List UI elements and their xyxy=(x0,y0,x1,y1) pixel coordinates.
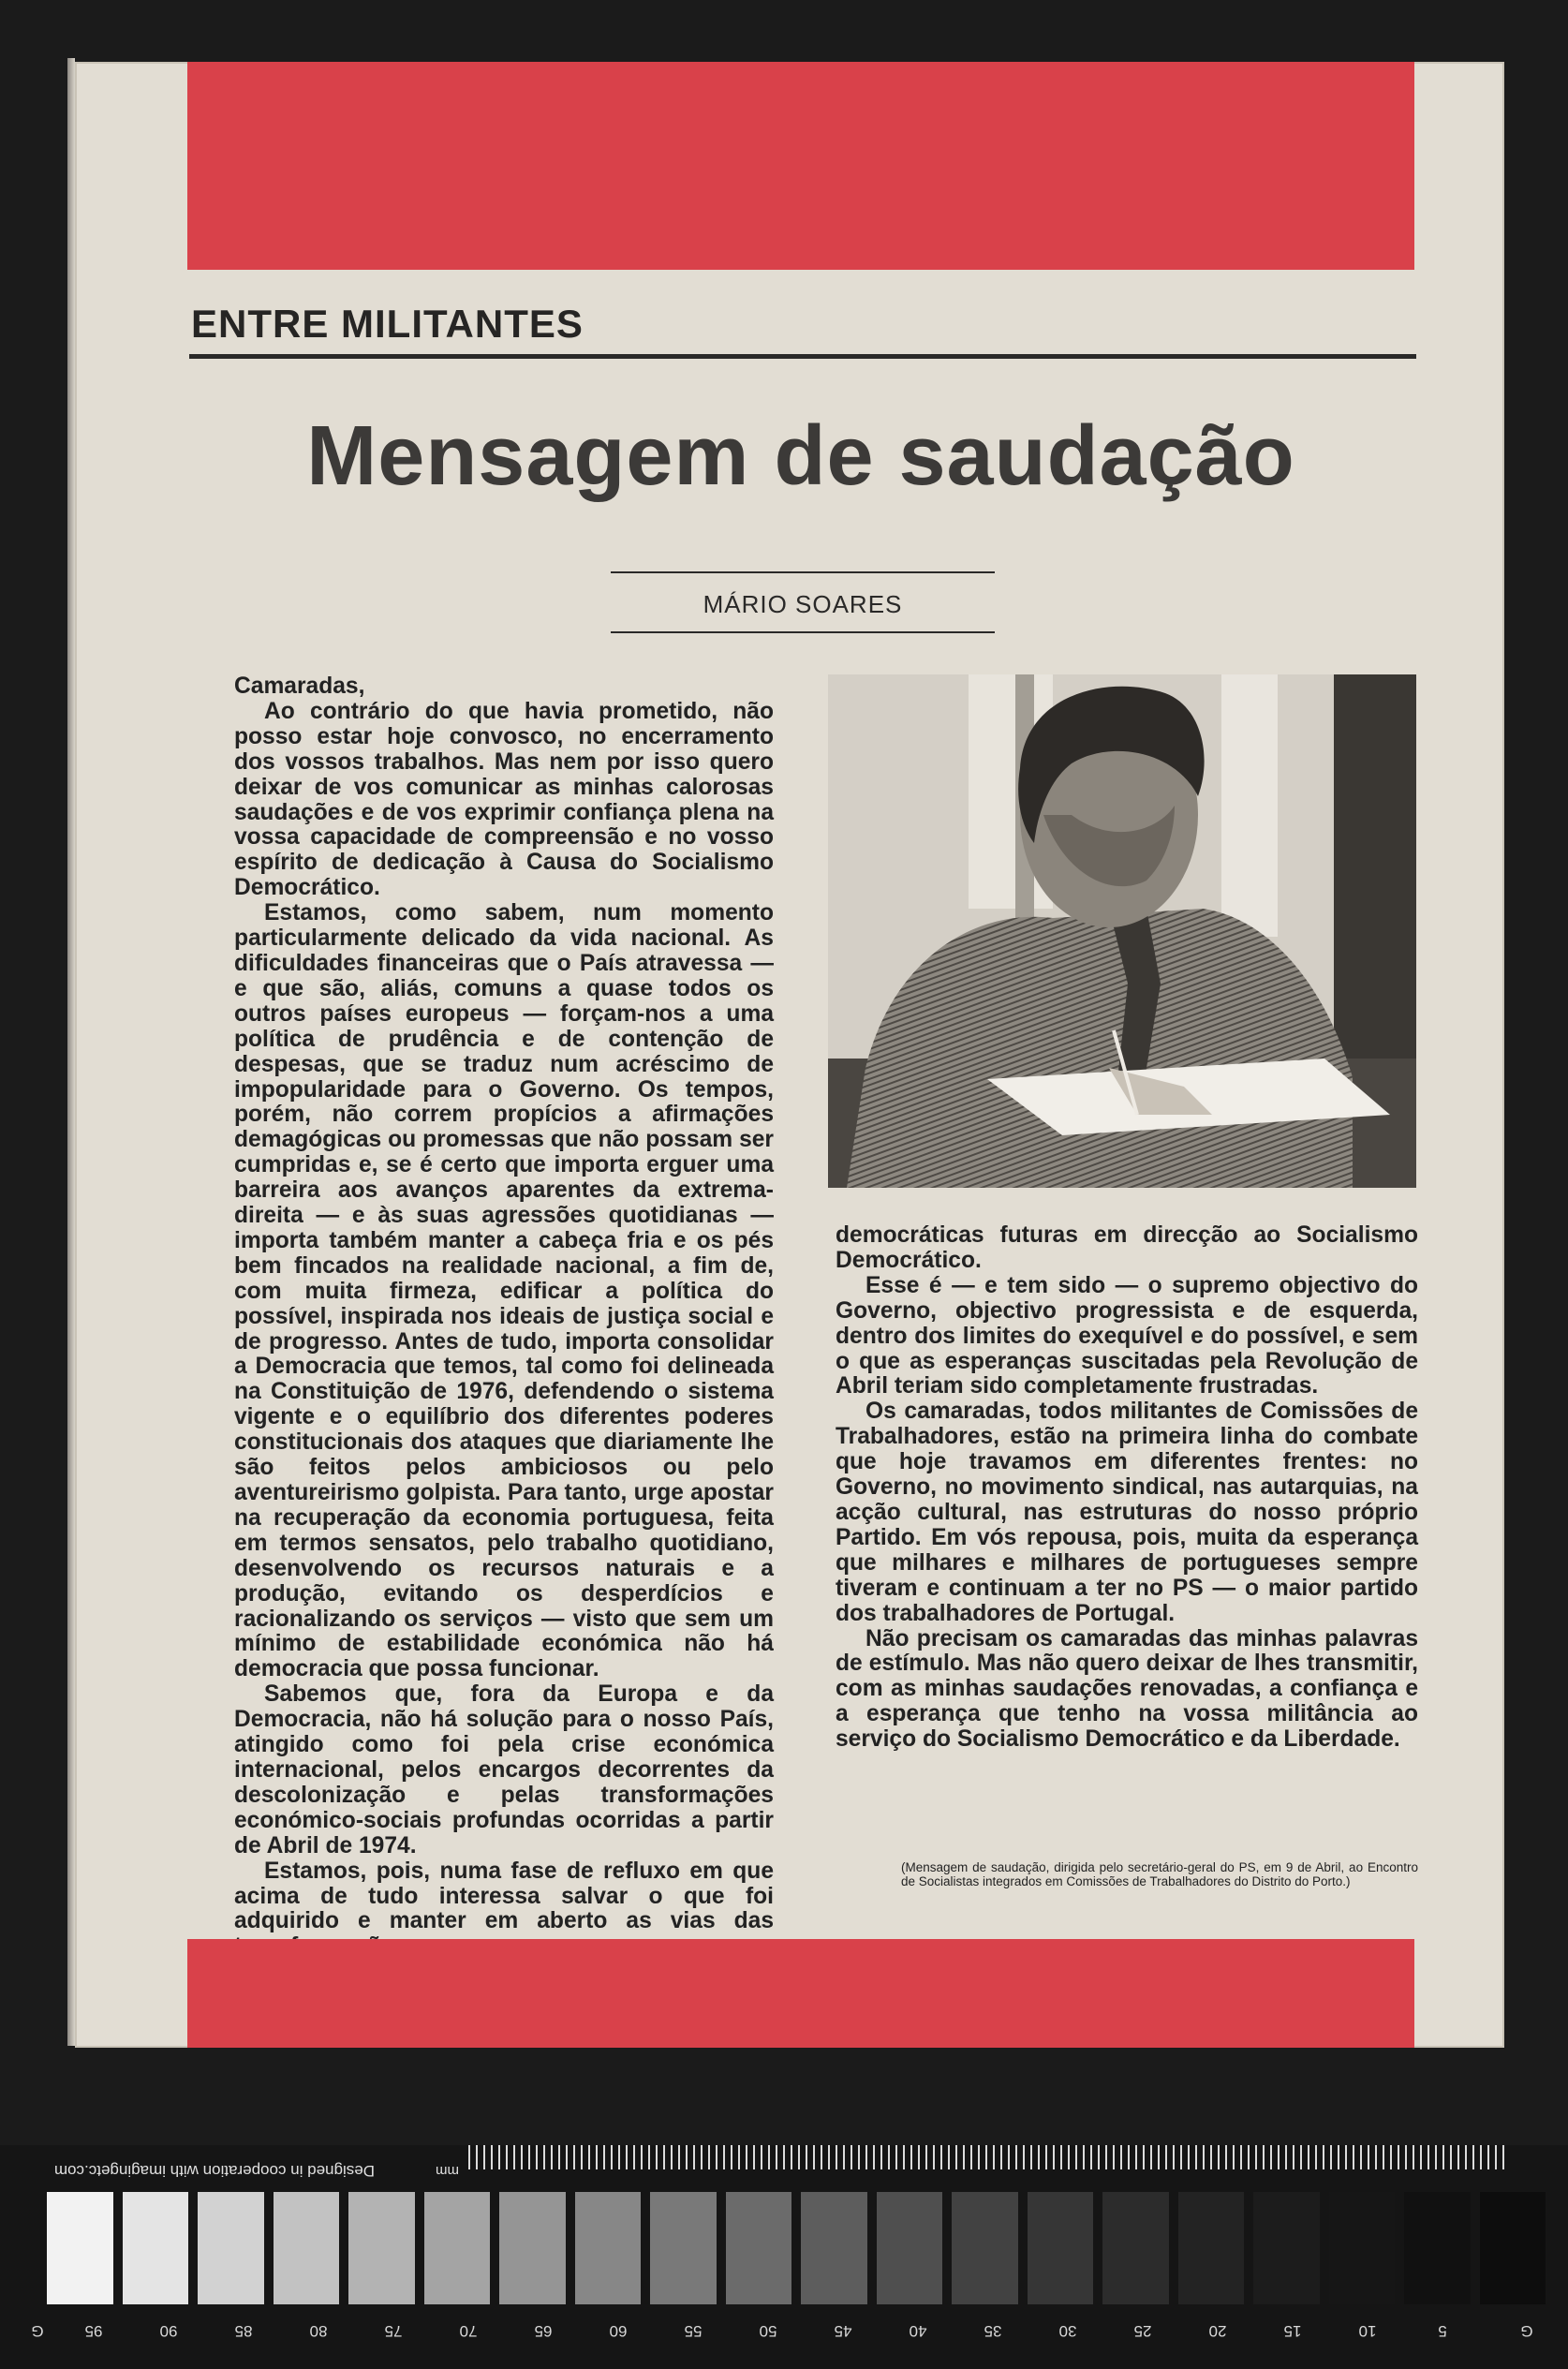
gray-swatch xyxy=(1028,2192,1094,2304)
ruler-unit: mm xyxy=(436,2163,459,2179)
gray-swatch xyxy=(198,2192,264,2304)
gray-swatch xyxy=(1480,2192,1546,2304)
scale-labels xyxy=(0,2321,1568,2351)
gray-swatch xyxy=(123,2192,189,2304)
scale-label: 80 xyxy=(309,2322,328,2340)
article-column-right xyxy=(836,1223,1418,1753)
scale-label: 90 xyxy=(159,2322,178,2340)
author-rule-bottom xyxy=(611,631,995,633)
scale-label: 20 xyxy=(1208,2322,1227,2340)
gray-swatch xyxy=(348,2192,415,2304)
paragraph: Os camaradas, todos militantes de Comissões de Trabalhadores, estão na primeira linha do combate que hoje travamos em diferentes frentes: no Governo, no movimento sindical, nas autarquias, na acção cultural, nas estruturas do nosso próprio Partido. Em vós repousa, pois, muita da esperança que milhares e milhares de portugueses sempre tiveram e continuam a ter no PS — o maior partido dos trabalhadores de Portugal. xyxy=(836,1399,1418,1626)
paragraph: Ao contrário do que havia prometido, não posso estar hoje convosco, no encerramento dos vossos trabalhos. Mas nem por isso quero deixar de vos comunicar as minhas calorosas saudações e de vos exprimir confiança plena na vossa capacidade de compreensão e no vosso espírito de dedicação à Causa do Socialismo Democrático. xyxy=(234,698,774,901)
mm-ruler xyxy=(468,2145,1508,2169)
paragraph: Estamos, pois, numa fase de refluxo em que acima de tudo interessa salvar o que foi adquirido e manter em aberto as vias das xyxy=(234,1858,774,1934)
gray-swatch xyxy=(650,2192,717,2304)
paragraph: Esse é — e tem sido — o supremo objectivo do Governo, objectivo progressista e de esquerda, dentro dos limites do exequível e do possível, e sem o que as esperanças suscitadas pela Revolução de Abril teriam sido completamente frustradas. xyxy=(836,1272,1418,1399)
section-rule xyxy=(189,354,1416,359)
scale-label: 35 xyxy=(984,2322,1002,2340)
scale-label: 30 xyxy=(1058,2322,1077,2340)
scale-label: 40 xyxy=(909,2322,927,2340)
scale-label: 70 xyxy=(459,2322,478,2340)
author-photo xyxy=(828,674,1416,1188)
page-edge xyxy=(67,58,75,2046)
scale-label: 5 xyxy=(1438,2322,1447,2340)
scale-label: 15 xyxy=(1283,2322,1302,2340)
gray-swatch xyxy=(726,2192,792,2304)
section-label: ENTRE MILITANTES xyxy=(191,302,584,346)
bottom-color-band xyxy=(187,1939,1414,2048)
scale-label: 55 xyxy=(684,2322,703,2340)
gray-swatch xyxy=(499,2192,566,2304)
scale-label: 50 xyxy=(759,2322,777,2340)
gray-swatch xyxy=(1404,2192,1471,2304)
scale-label: 85 xyxy=(234,2322,253,2340)
salutation: Camaradas, xyxy=(234,674,365,699)
gray-swatch xyxy=(47,2192,113,2304)
scale-label: G xyxy=(1520,2322,1533,2340)
headline: Mensagem de saudação xyxy=(306,409,1295,503)
scale-label: 60 xyxy=(609,2322,628,2340)
scale-label: 65 xyxy=(534,2322,553,2340)
scale-label: 10 xyxy=(1358,2322,1377,2340)
author-photo-drawing xyxy=(828,674,1416,1188)
paragraph-continued: democráticas futuras em direcção ao Socialismo Democrático. xyxy=(836,1222,1418,1273)
paragraph: Não precisam os camaradas das minhas palavras de estímulo. Mas não quero deixar de lhes transmitir, com as minhas saudações renovadas, a confiança e a esperança que tenho na vossa militância ao serviço do Socialismo Democrático e da Liberdade. xyxy=(836,1625,1418,1753)
scale-label: 95 xyxy=(84,2322,103,2340)
author-rule-top xyxy=(611,571,995,573)
gray-swatch xyxy=(424,2192,491,2304)
author-byline: MÁRIO SOARES xyxy=(703,590,903,618)
gray-swatch xyxy=(877,2192,943,2304)
footnote: (Mensagem de saudação, dirigida pelo secretário-geral do PS, em 9 de Abril, ao Encontro de Socialistas integrados em Comissões de Trabalhadores do Distrito do Porto.) xyxy=(901,1860,1418,1888)
gray-swatch xyxy=(952,2192,1018,2304)
gray-scale-swatches xyxy=(47,2192,1546,2304)
gray-swatch xyxy=(274,2192,340,2304)
gray-swatch xyxy=(1329,2192,1396,2304)
calibration-credit: Designed in cooperation with imagingetc.com xyxy=(53,2162,375,2180)
gray-swatch xyxy=(1102,2192,1169,2304)
scale-label: 25 xyxy=(1133,2322,1152,2340)
scale-label: G xyxy=(31,2322,44,2340)
scale-label: 75 xyxy=(384,2322,403,2340)
paragraph: Sabemos que, fora da Europa e da Democracia, não há solução para o nosso País, atingido como foi pela crise económica internacional, pelos encargos decorrentes da descolonização e pelas transformações económico-sociais profundas ocorridas a partir de Abril de 1974. xyxy=(234,1681,774,1858)
gray-swatch xyxy=(575,2192,642,2304)
paragraph: Estamos, como sabem, num momento particularmente delicado da vida nacional. As dificuldades financeiras que o País atravessa — e que são, aliás, comuns a quase todos os outros países europeus — forçam-nos a uma política de prudência e de contenção de despesas, que se traduz num acréscimo de impopularidade para o Governo. Os tempos, porém, não correm propícios a afirmações demagógicas ou promessas que não possam ser cumpridas e, se é certo que importa erguer uma barreira aos avanços aparentes da extrema-direita — e às suas agressões quotidianas — importa também manter a cabeça fria e os pés bem fincados na realidade nacional, a fim de, com muita firmeza, edificar a política do possível, inspirada nos ideais de justiça social e de progresso. Antes de tudo, importa consolidar a Democracia que temos, tal como foi delineada na Constituição de 1976, defendendo o sistema vigente e o equilíbrio dos diferentes poderes constitucionais dos ataques que diariamente lhe são feitos pelos ambiciosos ou pelo aventureirismo golpista. Para tanto, urge apostar na recuperação da economia portuguesa, feita em termos sensatos, pelo trabalho quotidiano, desenvolvendo os recursos naturais e a produção, evitando os desperdícios e racionalizando os serviços — visto que sem um mínimo de estabilidade económica não há democracia que possa funcionar. xyxy=(234,900,774,1682)
scale-label: 45 xyxy=(834,2322,852,2340)
article-column-left xyxy=(234,674,774,1960)
gray-swatch xyxy=(1178,2192,1245,2304)
top-color-band xyxy=(187,62,1414,270)
gray-swatch xyxy=(1253,2192,1320,2304)
gray-swatch xyxy=(801,2192,867,2304)
